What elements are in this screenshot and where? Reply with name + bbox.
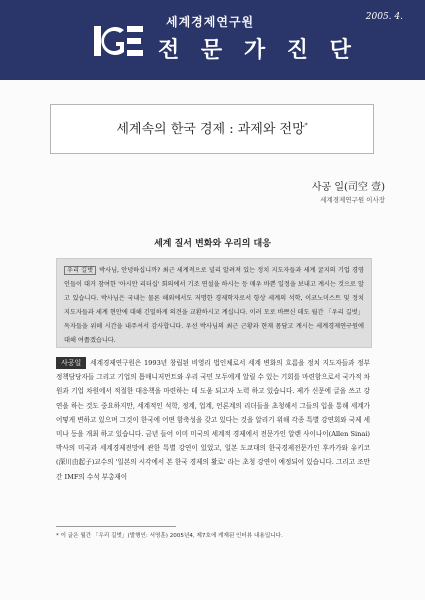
question-text: 박사님, 안녕하십니까? 최근 세계적으로 널리 알려져 있는 정치 지도자들과 세계 굴지의 기업 경영인들이 대거 참여한 '아시안 리더십' 회의에서 기조 연설을 하시는 등 매우 바쁜 일정을 보내고 계시는 것으로 알고 있습니다. 박사님은 국내는 물론 해외에서도 저명한 경제학자로서 항상 세계의 석학, 이코노미스트 및 정치 지도자들과 세계 현안에 대해 긴밀하게 의견을 교환하시고 계십니다. 이러 모로 바쁘신 데도 월간 「우리 길벗」 독자들을 위해 시간을 내주셔서 감사합니다. 우선 박사님의 최근 근황과 현재 몸담고 계시는 세계경제연구원에 대해 여쭙겠습니다.	[64, 267, 364, 344]
ige-logo	[94, 20, 144, 62]
question-box	[56, 258, 372, 348]
header-banner	[0, 0, 425, 80]
author-name: 사공 일(司空 壹)	[311, 182, 385, 193]
article-title: 세계속의 한국 경제 : 과제와 전망	[116, 122, 305, 137]
article-title-box	[50, 104, 374, 154]
institute-name: 세계경제연구원	[166, 15, 255, 29]
footnote-mark: *	[304, 122, 308, 130]
footnote: * 이 글은 월간 「우리 길벗」(발행인: 서영훈) 2005년4, 제7호에 게재된 인터뷰 내용입니다.	[56, 533, 283, 539]
footnote-divider	[56, 526, 176, 527]
answer-paragraph	[56, 356, 370, 484]
header-title: 전 문 가 진 단	[158, 38, 358, 63]
question-label: 우리 길벗	[64, 266, 96, 275]
question-paragraph	[64, 264, 364, 348]
answer-text: 세계경제연구원은 1993년 창립된 비영리 법인체로서 세계 변화의 흐름을 정치 지도자들과 정부정책담당자들 그리고 기업의 톱매니저먼트와 우리 국민 모두에게 알릴 수 있는 기회를 마련함으로서 국가적 차원과 기업 차원에서 적절한 대응책을 마련하는 데 도움 되고자 노력 하고 있습니다. 제가 신문에 글을 쓰고 강연을 하는 것도 중요하지만, 세계적인 석학, 정계, 업계, 언론계의 리더들을 초청해서 그들의 입을 통해 세계가 어떻게 변하고 있으며 그것이 한국에 어떤 함축성을 갖고 있다는 것을 알리기 위해 각종 특별 강연회와 국제 세미나 등을 개최 하고 있습니다. 금년 들어 이미 미국의 세계적 경제에서 전문가인 알렌 사이나이(Allen Sinai)박사의 미국과 세계경제전망에 관한 특별 강연이 있었고, 일본 도쿄대의 한국경제전문가인 후카가와 유키코(深川由起子)교수의 '일본의 시각에서 본 한국 경제의 활로' 라는 초청 강연이 예정되어 있습니다. 그리고 조만간 IMF의 수석 부총재이	[56, 359, 370, 481]
article-title-line	[51, 118, 373, 137]
answer-label: 사공일	[56, 357, 86, 369]
author-position: 세계경제연구원 이사장	[320, 196, 385, 204]
section-heading: 세계 질서 변화와 우리의 대응	[154, 239, 271, 249]
answer-block	[56, 356, 370, 484]
issue-date: 2005. 4.	[365, 12, 403, 22]
